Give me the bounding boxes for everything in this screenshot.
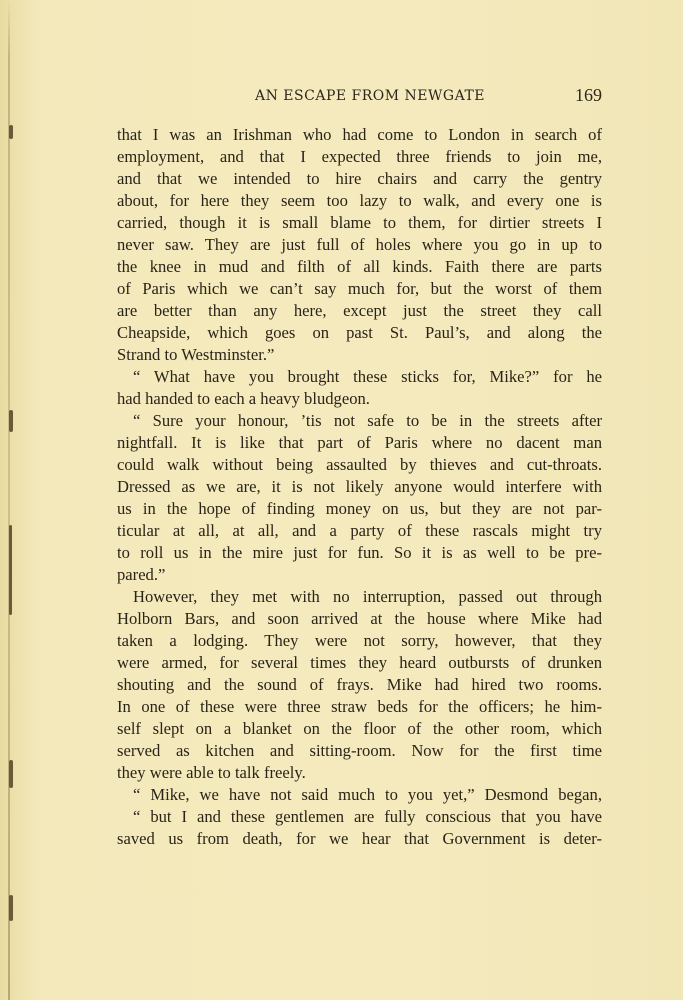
text-line: “ but I and these gentlemen are fully conscious that you have: [133, 807, 602, 826]
text-line: Dressed as we are, it is not likely anyone would interfere with: [117, 477, 602, 496]
running-title: AN ESCAPE FROM NEWGATE: [255, 88, 485, 104]
text-line: were armed, for several times they heard outbursts of drunken: [117, 653, 602, 672]
text-line: employment, and that I expected three friends to join me,: [117, 147, 602, 166]
binding-gutter: [8, 0, 10, 1000]
text-line: saved us from death, for we hear that Government is deter-: [117, 829, 602, 848]
text-line: nightfall. It is like that part of Paris where no dacent man: [117, 433, 602, 452]
text-line: of Paris which we can’t say much for, but the worst of them: [117, 279, 602, 298]
text-line: Cheapside, which goes on past St. Paul’s, and along the: [117, 323, 602, 342]
text-line: However, they met with no interruption, passed out through: [133, 587, 602, 606]
text-line: In one of these were three straw beds for the officers; he him-: [117, 697, 602, 716]
gutter-mark: [9, 895, 13, 921]
text-line: Holborn Bars, and soon arrived at the house where Mike had: [117, 609, 602, 628]
text-line: ticular at all, at all, and a party of these rascals might try: [117, 521, 602, 540]
text-line: “ Mike, we have not said much to you yet,” Desmond began,: [133, 785, 602, 804]
text-line: had handed to each a heavy bludgeon.: [117, 389, 370, 408]
text-line: about, for here they seem too lazy to walk, and every one is: [117, 191, 602, 210]
gutter-mark: [9, 525, 12, 615]
text-line: the knee in mud and filth of all kinds. Faith there are parts: [117, 257, 602, 276]
text-line: that I was an Irishman who had come to London in search of: [117, 125, 602, 144]
text-line: “ Sure your honour, ’tis not safe to be in the streets after: [133, 411, 602, 430]
gutter-mark: [9, 125, 13, 139]
text-line: served as kitchen and sitting-room. Now for the first time: [117, 741, 602, 760]
text-line: they were able to talk freely.: [117, 763, 306, 782]
running-head: [117, 85, 602, 110]
text-line: carried, though it is small blame to them, for dirtier streets I: [117, 213, 602, 232]
text-line: self slept on a blanket on the floor of the other room, which: [117, 719, 602, 738]
text-line: could walk without being assaulted by thieves and cut-throats.: [117, 455, 602, 474]
text-line: are better than any here, except just the street they call: [117, 301, 602, 320]
text-line: us in the hope of finding money on us, but they are not par-: [117, 499, 602, 518]
page-number: 169: [575, 85, 602, 105]
gutter-mark: [9, 760, 13, 788]
text-line: pared.”: [117, 565, 166, 584]
gutter-mark: [9, 410, 13, 432]
text-line: taken a lodging. They were not sorry, however, that they: [117, 631, 602, 650]
text-line: never saw. They are just full of holes where you go in up to: [117, 235, 602, 254]
text-line: Strand to Westminster.”: [117, 345, 275, 364]
text-line: and that we intended to hire chairs and carry the gentry: [117, 169, 602, 188]
body-text: [117, 124, 602, 850]
text-line: to roll us in the mire just for fun. So it is as well to be pre-: [117, 543, 602, 562]
text-line: shouting and the sound of frays. Mike had hired two rooms.: [117, 675, 602, 694]
text-line: “ What have you brought these sticks for, Mike?” for he: [133, 367, 602, 386]
